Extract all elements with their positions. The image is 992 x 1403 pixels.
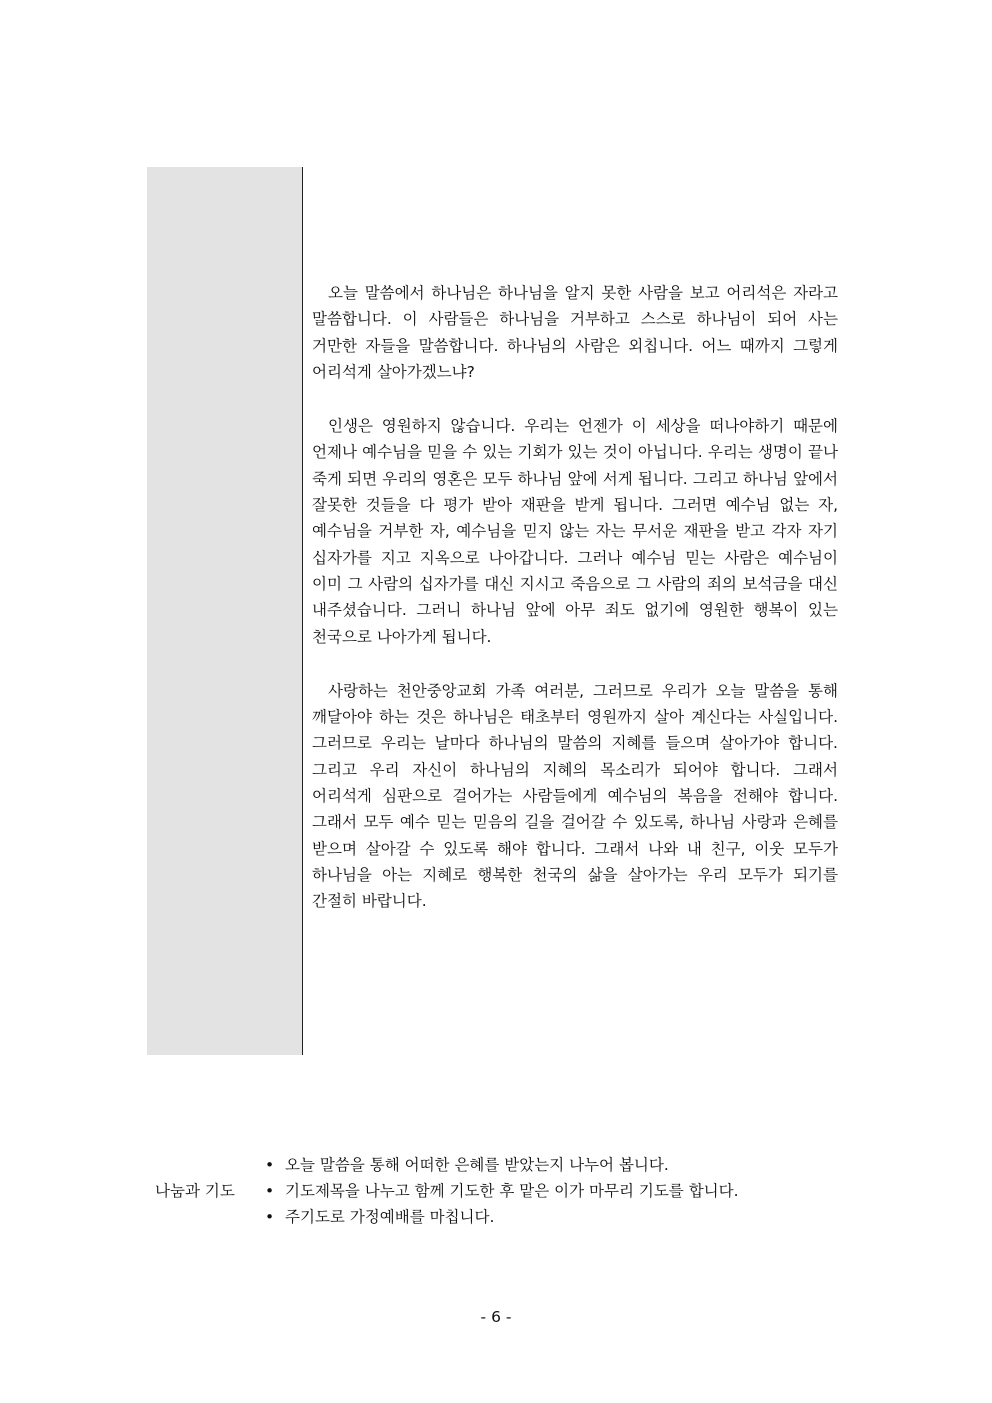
paragraph-1: 오늘 말씀에서 하나님은 하나님을 알지 못한 사람을 보고 어리석은 자라고 말씀합니다. 이 사람들은 하나님을 거부하고 스스로 하나님이 되어 사는 거만한 자들을 말씀합니다. 하나님의 사람은 외칩니다. 어느 때까지 그렇게 어리석게 살아가겠느냐?	[312, 284, 838, 381]
list-item	[265, 1178, 845, 1204]
bullet-icon: •	[265, 1156, 275, 1174]
vertical-rule	[302, 167, 303, 1055]
sharing-label: 나눔과 기도	[155, 1182, 235, 1200]
list-item	[265, 1152, 845, 1178]
page-number: - 6 -	[480, 1308, 512, 1326]
list-item-text: 주기도로 가정예배를 마칩니다.	[285, 1208, 495, 1226]
list-item-text: 오늘 말씀을 통해 어떠한 은혜를 받았는지 나누어 봅니다.	[285, 1156, 669, 1174]
list-item	[265, 1204, 845, 1230]
bullet-icon: •	[265, 1208, 275, 1226]
sermon-body	[312, 280, 838, 943]
sharing-list	[265, 1152, 845, 1230]
paragraph-3: 사랑하는 천안중앙교회 가족 여러분, 그러므로 우리가 오늘 말씀을 통해 깨달아야 하는 것은 하나님은 태초부터 영원까지 살아 계신다는 사실입니다. 그러므로 우리는 날마다 하나님의 말씀의 지혜를 들으며 살아가야 합니다. 그리고 우리 자신이 하나님의 지혜의 목소리가 되어야 합니다. 그래서 어리석게 심판으로 걸어가는 사람들에게 예수님의 복음을 전해야 합니다. 그래서 모두 예수 믿는 믿음의 길을 걸어갈 수 있도록, 하나님 사랑과 은혜를 받으며 살아갈 수 있도록 해야 합니다. 그래서 나와 내 친구, 이웃 모두가 하나님을 아는 지혜로 행복한 천국의 삶을 살아가는 우리 모두가 되기를 간절히 바랍니다.	[312, 681, 839, 911]
sidebar-panel	[147, 167, 302, 1055]
paragraph-2: 인생은 영원하지 않습니다. 우리는 언젠가 이 세상을 떠나야하기 때문에 언제나 예수님을 믿을 수 있는 기회가 있는 것이 아닙니다. 우리는 생명이 끝나 죽게 되면 우리의 영혼은 모두 하나님 앞에 서게 됩니다. 그리고 하나님 앞에서 잘못한 것들을 다 평가 받아 재판을 받게 됩니다. 그러면 예수님 없는 자, 예수님을 거부한 자, 예수님을 믿지 않는 자는 무서운 재판을 받고 각자 자기 십자가를 지고 지옥으로 나아갑니다. 그러나 예수님 믿는 사람은 예수님이 이미 그 사람의 십자가를 대신 지시고 죽음으로 그 사람의 죄의 보석금을 대신 내주셨습니다. 그러니 하나님 앞에 아무 죄도 없기에 영원한 행복이 있는 천국으로 나아가게 됩니다.	[312, 417, 838, 646]
bullet-icon: •	[265, 1182, 275, 1200]
list-item-text: 기도제목을 나누고 함께 기도한 후 맡은 이가 마무리 기도를 합니다.	[285, 1182, 739, 1200]
